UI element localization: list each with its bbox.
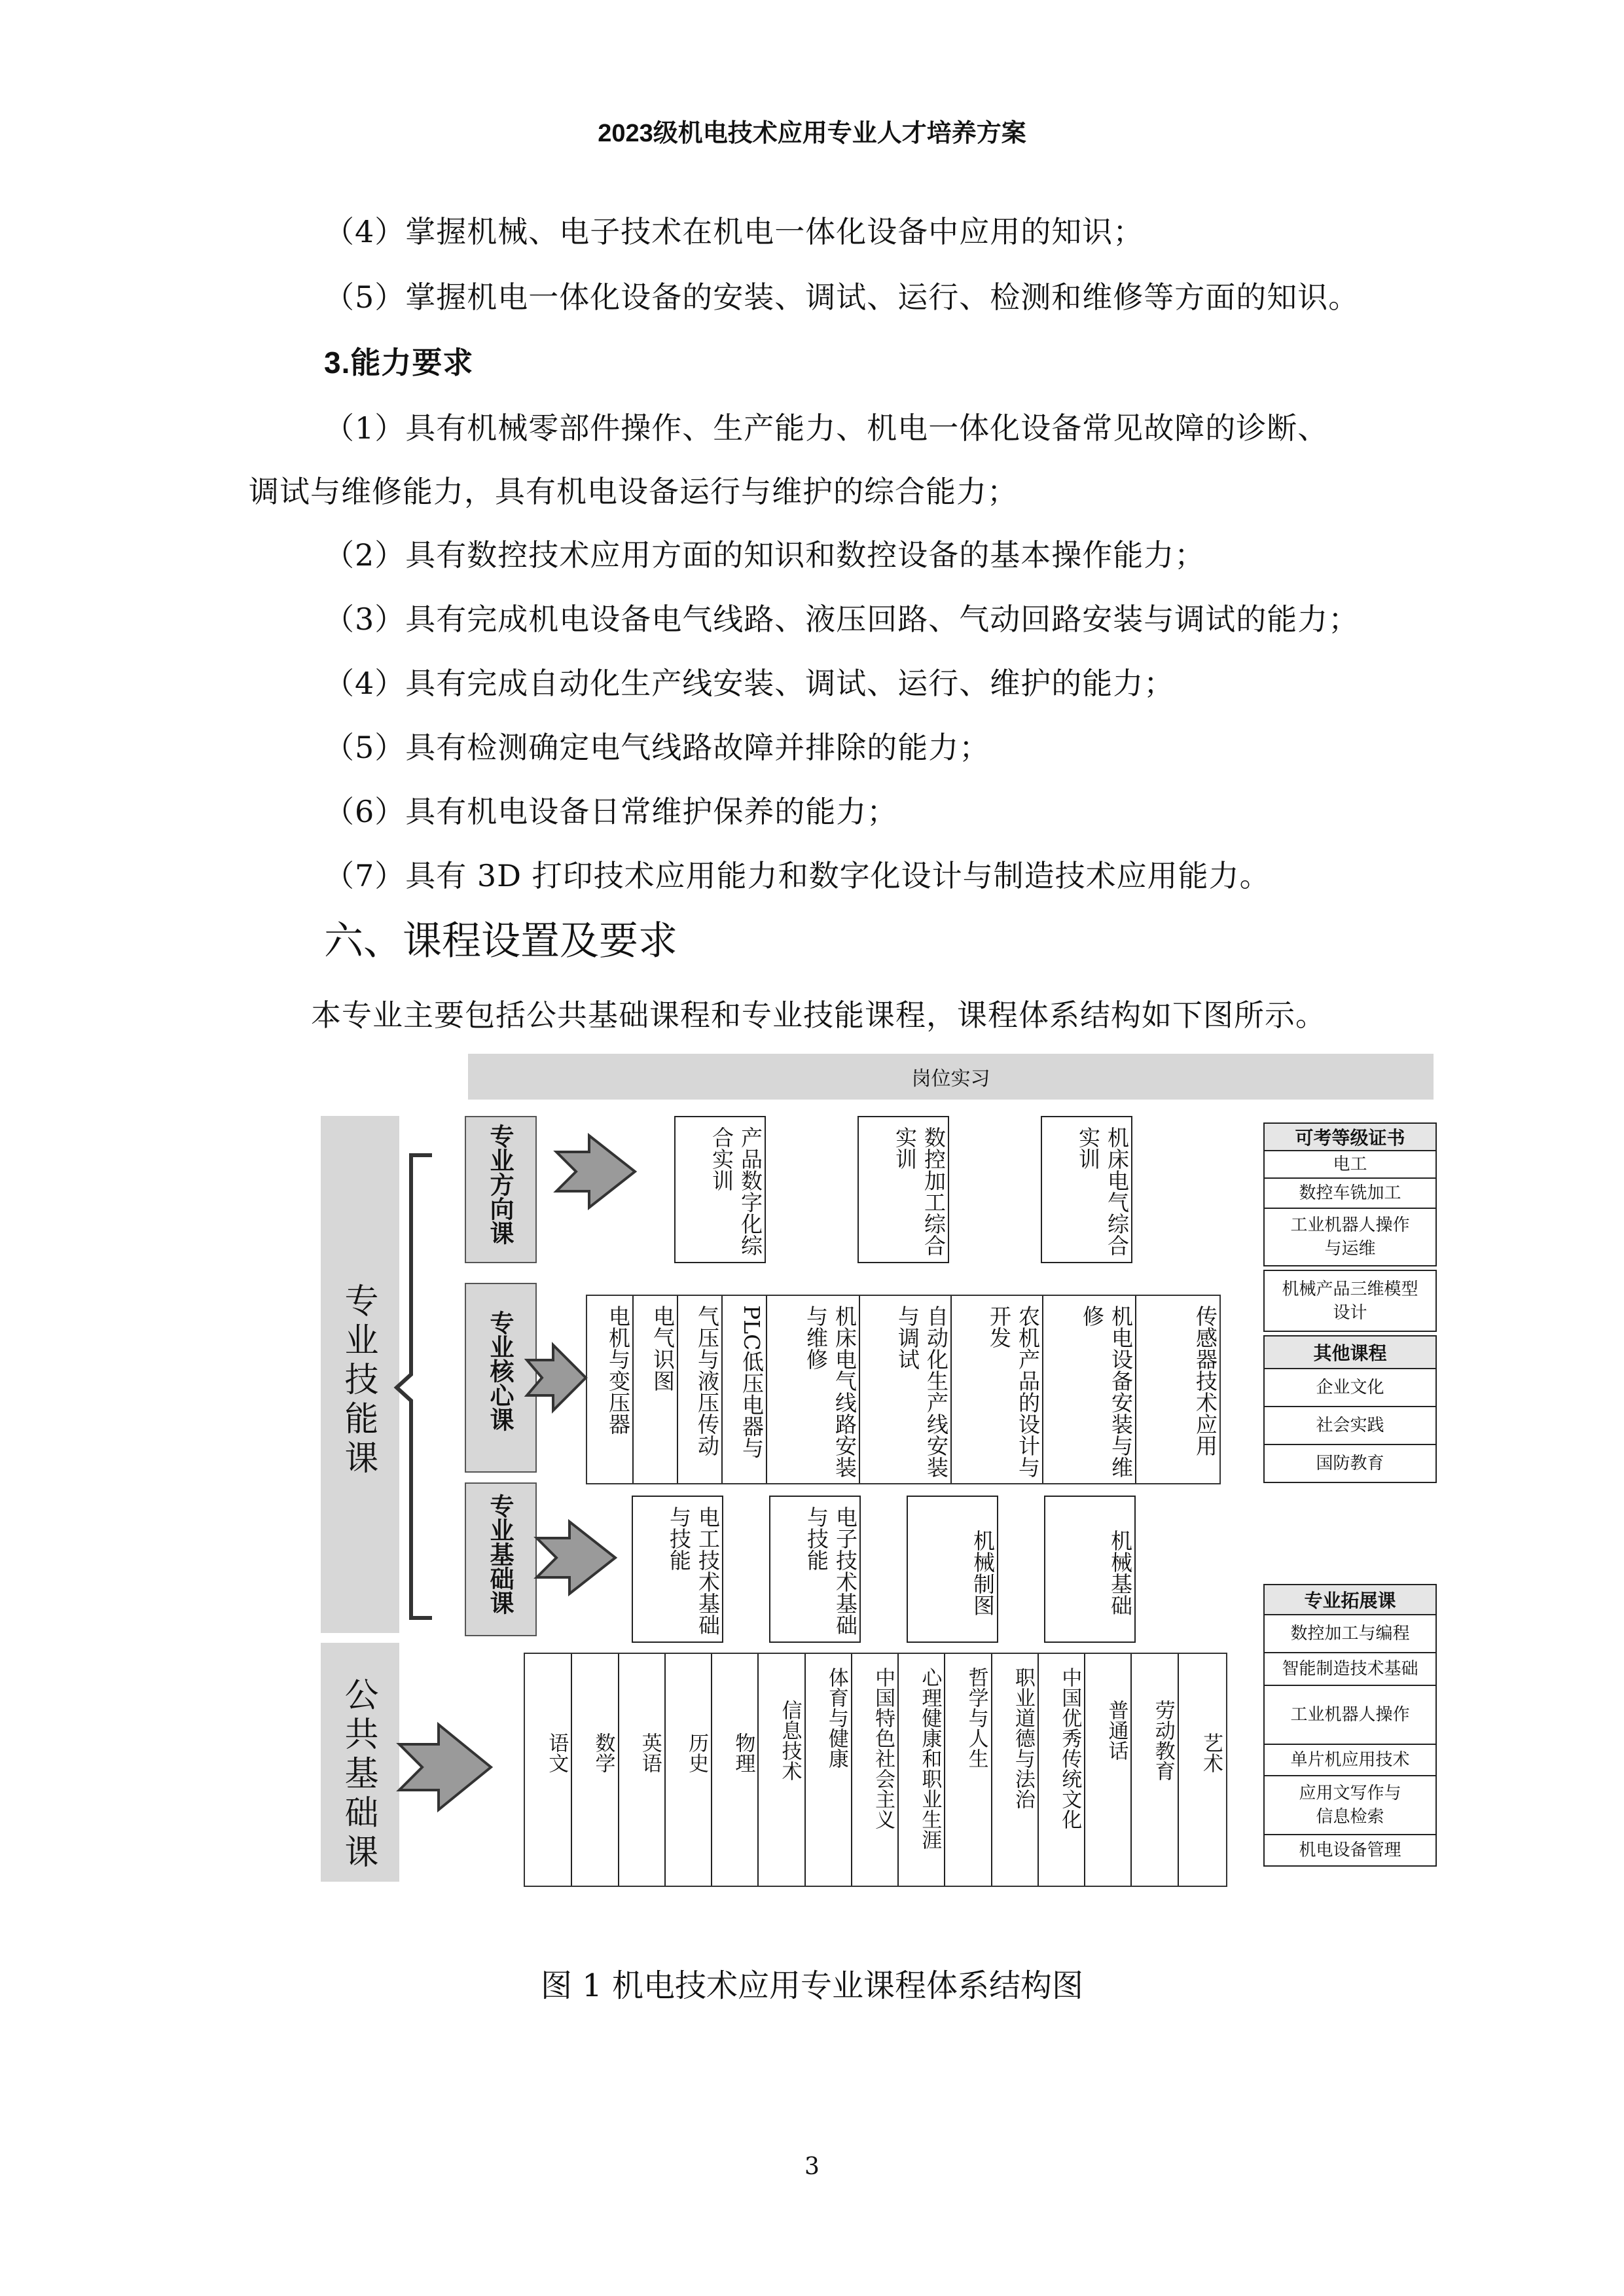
direction-course: 机床电气综合实训 (1041, 1116, 1132, 1263)
public-course: 艺术 (1199, 1732, 1223, 1773)
category-direction: 专业方向课 (465, 1116, 537, 1263)
arrow-basic-icon (533, 1518, 619, 1597)
arrow-public-icon (396, 1721, 494, 1813)
other-title: 其他课程 (1263, 1335, 1437, 1369)
knowledge-item-5: （5）掌握机电一体化设备的安装、调试、运行、检测和维修等方面的知识。 (324, 279, 1360, 315)
skills-panel (321, 1116, 399, 1633)
bracket (393, 1152, 445, 1623)
public-course: 物理 (712, 1654, 759, 1886)
ext-item: 工业机器人操作 (1263, 1685, 1437, 1745)
ability-item-1-cont: 调试与维修能力，具有机电设备运行与维护的综合能力； (249, 474, 1018, 509)
category-core: 专业核心课 (465, 1283, 537, 1473)
ability-item-7: （7）具有 3D 打印技术应用能力和数字化设计与制造技术应用能力。 (324, 858, 1271, 893)
arrow-direction-icon (553, 1132, 638, 1211)
public-course: 劳动教育 (1132, 1654, 1178, 1886)
public-course: 职业道德与法治 (992, 1654, 1039, 1886)
ability-item-4: （4）具有完成自动化生产线安装、调试、运行、维护的能力； (324, 666, 1175, 701)
arrow-core-icon (524, 1342, 589, 1414)
public-course: 语文 (526, 1654, 572, 1886)
ext-item: 单片机应用技术 (1263, 1744, 1437, 1776)
core-course: 农机产品的设计与开发 (952, 1296, 1043, 1483)
internship-bar: 岗位实习 (468, 1054, 1434, 1100)
public-label: 公共基础课 (338, 1677, 378, 1873)
core-course: 机床电气线路安装与维修 (767, 1296, 860, 1483)
other-item: 国防教育 (1263, 1444, 1437, 1483)
skills-label: 专业技能课 (338, 1283, 378, 1479)
other-item: 企业文化 (1263, 1368, 1437, 1407)
direction-course: 数控加工综合实训 (857, 1116, 949, 1263)
ability-item-1: （1）具有机械零部件操作、生产能力、机电一体化设备常见故障的诊断、 (324, 410, 1329, 446)
core-course: 传感器技术应用 (1193, 1305, 1218, 1456)
public-course: 历史 (666, 1654, 712, 1886)
core-course: 电气识图 (634, 1296, 678, 1483)
direction-course: 产品数字化综合实训 (674, 1116, 766, 1263)
public-course: 普通话 (1085, 1654, 1132, 1886)
cert-item: 工业机器人操作与运维 (1263, 1208, 1437, 1266)
basic-course: 机械制图 (907, 1496, 998, 1643)
ext-item: 机电设备管理 (1263, 1834, 1437, 1867)
public-course: 英语 (619, 1654, 666, 1886)
ext-item: 数控加工与编程 (1263, 1614, 1437, 1653)
ability-item-3: （3）具有完成机电设备电气线路、液压回路、气动回路安装与调试的能力； (324, 601, 1360, 637)
cert-item: 数控车铣加工 (1263, 1177, 1437, 1209)
core-course: 气压与液压传动 (678, 1296, 723, 1483)
public-panel (321, 1643, 399, 1882)
ext-title: 专业拓展课 (1263, 1584, 1437, 1615)
cert-item: 电工 (1263, 1150, 1437, 1179)
figure-caption: 图 1 机电技术应用专业课程体系结构图 (540, 1967, 1084, 2004)
basic-course: 电子技术基础与技能 (769, 1496, 861, 1643)
public-course: 中国特色社会主义 (852, 1654, 899, 1886)
certs-title: 可考等级证书 (1263, 1122, 1437, 1151)
page-header: 2023级机电技术应用专业人才培养方案 (598, 120, 1026, 147)
public-course: 心理健康和职业生涯 (899, 1654, 945, 1886)
public-course: 数学 (572, 1654, 619, 1886)
core-course: 机电设备安装与维修 (1043, 1296, 1136, 1483)
public-course: 中国优秀传统文化 (1039, 1654, 1085, 1886)
other-item: 社会实践 (1263, 1406, 1437, 1445)
ability-heading: 3.能力要求 (324, 346, 474, 380)
ability-item-2: （2）具有数控技术应用方面的知识和数控设备的基本操作能力； (324, 537, 1206, 573)
section-intro: 本专业主要包括公共基础课程和专业技能课程，课程体系结构如下图所示。 (311, 997, 1326, 1033)
ability-item-5: （5）具有检测确定电气线路故障并排除的能力； (324, 730, 990, 765)
cert-item: 机械产品三维模型设计 (1263, 1270, 1437, 1332)
ext-item: 智能制造技术基础 (1263, 1652, 1437, 1686)
section-heading: 六、课程设置及要求 (324, 918, 677, 964)
core-course: 自动化生产线安装与调试 (860, 1296, 952, 1483)
category-basic: 专业基础课 (465, 1482, 537, 1636)
core-course: PLC低压电器与 (723, 1296, 767, 1483)
basic-course: 电工技术基础与技能 (632, 1496, 723, 1643)
public-course: 信息技术 (759, 1654, 805, 1886)
public-course: 体育与健康 (806, 1654, 852, 1886)
core-course: 电机与变压器 (588, 1296, 634, 1483)
page-number: 3 (804, 2153, 820, 2180)
knowledge-item-4: （4）掌握机械、电子技术在机电一体化设备中应用的知识； (324, 214, 1144, 249)
ability-item-6: （6）具有机电设备日常维护保养的能力； (324, 794, 898, 829)
ext-item: 应用文写作与信息检索 (1263, 1775, 1437, 1835)
public-course: 哲学与人生 (945, 1654, 992, 1886)
basic-course: 机械基础 (1044, 1496, 1136, 1643)
